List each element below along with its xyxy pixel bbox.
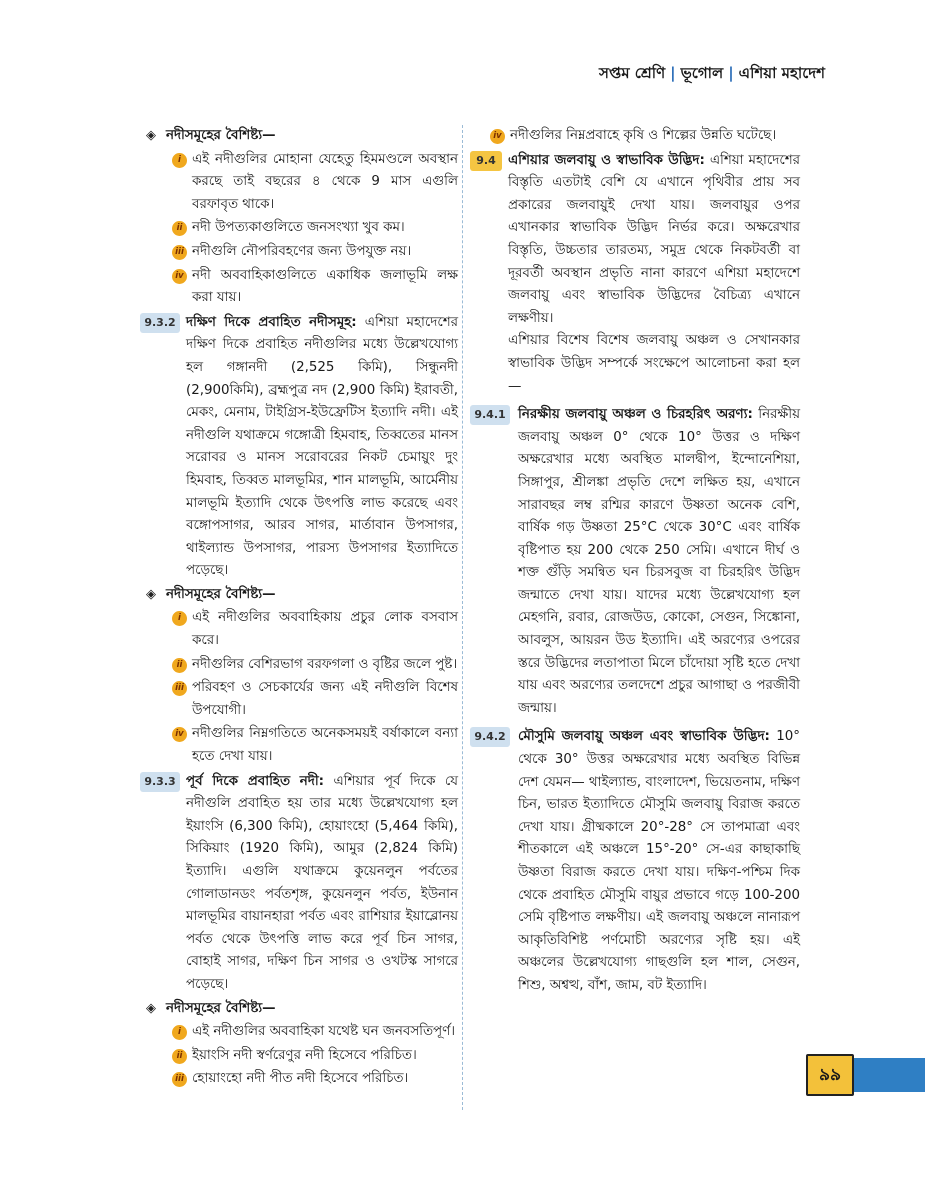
list-item <box>140 1021 458 1044</box>
list-item <box>140 1068 458 1091</box>
section-number: 9.4.2 <box>470 727 510 747</box>
list-item-text: এই নদীগুলির মোহানা যেহেতু হিমমণ্ডলে অবস্থান করছে তাই বছরের ৪ থেকে 9 মাস এগুলি বরফাবৃত থাকে। <box>192 151 458 212</box>
header-separator: | <box>728 64 734 82</box>
list-item-text: হোয়াংহো নদী পীত নদী হিসেবে পরিচিত। <box>192 1071 409 1087</box>
roman-numeral-icon: i <box>172 153 187 168</box>
section-number: 9.4.1 <box>470 405 510 425</box>
list-item-text: নদীগুলির বেশিরভাগ বরফগলা ও বৃষ্টির জলে পুষ্ট। <box>192 656 458 672</box>
section-text: নিরক্ষীয় জলবায়ু অঞ্চল 0° থেকে 10° উত্তর ও দক্ষিণ অক্ষরেখার মধ্যে অবস্থিত মালদ্বীপ, ইন্দোনেশিয়া, সিঙ্গাপুর, শ্রীলঙ্কা প্রভৃতি দেশে লক্ষিত হয়, এখানে সারাবছর লম্ব রশ্মির কারণে উষ্ণতা অনেক বেশি, বার্ষিক গড় উষ্ণতা 25°C থেকে 30°C এবং বার্ষিক বৃষ্টিপাত হয় 200 থেকে 250 সেমি। এখানে দীর্ঘ ও শক্ত গুঁড়ি সমন্বিত ঘন চিরসবুজ বা চিরহরিৎ উদ্ভিদ জন্মাতে দেখা যায়। যাদের মধ্যে উল্লেখযোগ্য হল মেহগনি, রবার, রোজউড, কোকো, সেগুন, সিঙ্কোনা, আবলুস, আয়রন উড ইত্যাদি। এই অরণ্যের ওপরের স্তরে উদ্ভিদের লতাপাতা মিলে চাঁদোয়া সৃষ্টি হতে দেখা যায় এবং অরণ্যের তলদেশে প্রচুর আগাছা ও পরজীবী জন্মায়। <box>518 407 800 716</box>
list-item-text: নদী অববাহিকাগুলিতে একাধিক জলাভূমি লক্ষ করা যায়। <box>192 267 458 306</box>
diamond-bullet-icon: ◈ <box>146 128 156 143</box>
page-number-bar <box>852 1058 925 1092</box>
roman-numeral-icon: i <box>172 611 187 626</box>
list-item <box>140 723 458 768</box>
list-item <box>140 607 458 652</box>
header-subject: ভূগোল <box>680 64 724 82</box>
section-title: এশিয়ার জলবায়ু ও স্বাভাবিক উদ্ভিদ: <box>508 152 705 168</box>
features-heading <box>140 584 458 607</box>
roman-numeral-icon: iv <box>172 269 187 284</box>
section-9-3-2 <box>140 312 458 583</box>
right-column <box>470 124 800 998</box>
section-number: 9.4 <box>470 151 502 171</box>
list-item <box>140 149 458 217</box>
features-heading <box>140 998 458 1021</box>
list-item-text: এই নদীগুলির অববাহিকায় প্রচুর লোক বসবাস করে। <box>192 610 458 649</box>
list-item <box>140 241 458 264</box>
list-item <box>140 677 458 722</box>
list-item-text: নদীগুলির নিম্নগতিতে অনেকসময়ই বর্ষাকালে বন্যা হতে দেখা যায়। <box>192 726 458 765</box>
diamond-bullet-icon: ◈ <box>146 1000 156 1016</box>
roman-numeral-icon: ii <box>172 1049 187 1064</box>
roman-numeral-icon: iii <box>172 1072 187 1087</box>
features-title: নদীসমূহের বৈশিষ্ট্য— <box>166 1000 276 1016</box>
header-separator: | <box>670 64 676 82</box>
header-chapter: এশিয়া মহাদেশ <box>738 64 825 82</box>
list-item-text: ইয়াংসি নদী স্বর্ণরেণুর নদী হিসেবে পরিচিত। <box>192 1047 417 1063</box>
list-item <box>140 654 458 677</box>
section-paragraph <box>470 330 800 398</box>
roman-numeral-icon: iv <box>490 129 505 144</box>
features-heading <box>140 125 458 148</box>
diamond-bullet-icon: ◈ <box>146 586 156 602</box>
list-item-text: এই নদীগুলির অববাহিকা যথেষ্ট ঘন জনবসতিপূর্ণ। <box>192 1024 456 1040</box>
page-number: ৯৯ <box>806 1054 854 1096</box>
roman-numeral-icon: iii <box>172 681 187 696</box>
roman-numeral-icon: ii <box>172 658 187 673</box>
header-class: সপ্তম শ্রেণি <box>599 64 666 82</box>
section-number: 9.3.2 <box>140 313 180 333</box>
list-item-text: নদীগুলি নৌপরিবহণের জন্য উপযুক্ত নয়। <box>192 243 412 259</box>
section-title: মৌসুমি জলবায়ু অঞ্চল এবং স্বাভাবিক উদ্ভিদ: <box>518 729 770 745</box>
list-item <box>140 217 458 240</box>
section-9-3-3 <box>140 771 458 997</box>
left-column <box>140 124 458 1091</box>
section-number: 9.3.3 <box>140 772 180 792</box>
section-title: দক্ষিণ দিকে প্রবাহিত নদীসমূহ: <box>186 314 357 330</box>
column-divider <box>462 125 463 1110</box>
features-title: নদীসমূহের বৈশিষ্ট্য— <box>166 586 276 602</box>
section-text: 10° থেকে 30° উত্তর অক্ষরেখার মধ্যে অবস্থিত বিভিন্ন দেশ যেমন— থাইল্যান্ড, বাংলাদেশ, ভিয়েতনাম, দক্ষিণ চিন, ভারত ইত্যাদিতে মৌসুমি জলবায়ু বিরাজ করতে দেখা যায়। গ্রীষ্মকালে 20°-28° সে তাপমাত্রা এবং শীতকালে এই অঞ্চলে 15°-20° সে-এর কাছাকাছি উষ্ণতা বিরাজ করতে দেখা যায়। দক্ষিণ-পশ্চিম দিক থেকে প্রবাহিত মৌসুমি বায়ুর প্রভাবে গড়ে 100-200 সেমি বৃষ্টিপাত লক্ষণীয়। এই জলবায়ু অঞ্চলে নানারূপ আকৃতিবিশিষ্ট পর্ণমোচী অরণ্যের সৃষ্টি হয়। এই অঞ্চলের উল্লেখযোগ্য গাছগুলি হল শাল, সেগুন, শিশু, অশ্বত্থ, বাঁশ, জাম, বট ইত্যাদি। <box>518 729 800 993</box>
roman-numeral-icon: ii <box>172 221 187 236</box>
section-9-4-1 <box>470 404 800 720</box>
roman-numeral-icon: iii <box>172 245 187 260</box>
roman-numeral-icon: iv <box>172 727 187 742</box>
section-9-4-2 <box>470 726 800 997</box>
list-item <box>470 125 800 148</box>
section-9-4 <box>470 150 800 331</box>
section-text: এশিয়া মহাদেশের বিস্তৃতি এতটাই বেশি যে এখানে পৃথিবীর প্রায় সব প্রকারের জলবায়ুই দেখা যায়। জলবায়ুর ওপর এখানকার স্বাভাবিক উদ্ভিদ নির্ভর করে। অক্ষরেখার বিস্তৃতি, উচ্চতার তারতম্য, সমুদ্র থেকে নিকটবর্তী বা দূরবর্তী অবস্থান প্রভৃতি নানা কারণে এশিয়া মহাদেশে জলবায়ু এবং স্বাভাবিক উদ্ভিদের বৈচিত্র্য এখানে লক্ষণীয়। <box>508 152 800 326</box>
list-item-text: নদীগুলির নিম্নপ্রবাহে কৃষি ও শিল্পের উন্নতি ঘটেছে। <box>510 128 777 143</box>
roman-numeral-icon: i <box>172 1025 187 1040</box>
list-item <box>140 1045 458 1068</box>
section-title: নিরক্ষীয় জলবায়ু অঞ্চল ও চিরহরিৎ অরণ্য: <box>518 407 753 423</box>
section-title: পূর্ব দিকে প্রবাহিত নদী: <box>186 773 325 789</box>
features-title: নদীসমূহের বৈশিষ্ট্য— <box>166 128 276 143</box>
section-text: এশিয়ার বিশেষ বিশেষ জলবায়ু অঞ্চল ও সেখানকার স্বাভাবিক উদ্ভিদ সম্পর্কে সংক্ষেপে আলোচনা করা হল— <box>508 333 800 394</box>
page-header <box>599 62 825 87</box>
section-text: এশিয়ার পূর্ব দিকে যে নদীগুলি প্রবাহিত হয় তার মধ্যে উল্লেখযোগ্য হল ইয়াংসি (6,300 কিমি), হোয়াংহো (5,464 কিমি), সিকিয়াং (1920 কিমি), আমুর (2,824 কিমি) ইত্যাদি। এগুলি যথাক্রমে কুয়েনলুন পর্বতের গোলাডানডং পর্বতশৃঙ্গ, কুয়েনলুন পর্বত, ইউনান মালভূমির বায়ানহারা পর্বত এবং রাশিয়ার ইয়াব্লোনয় পর্বত থেকে উৎপত্তি লাভ করে পূর্ব চিন সাগর, বোহাই সাগর, দক্ষিণ চিন সাগর ও ওখটস্ক সাগরে পড়েছে। <box>186 773 459 992</box>
list-item-text: পরিবহণ ও সেচকার্যের জন্য এই নদীগুলি বিশেষ উপযোগী। <box>192 680 458 718</box>
list-item <box>140 265 458 310</box>
section-text: এশিয়া মহাদেশের দক্ষিণ দিকে প্রবাহিত নদীগুলির মধ্যে উল্লেখযোগ্য হল গঙ্গানদী (2,525 কিমি), সিন্ধুনদী (2,900কিমি), ব্রহ্মপুত্র নদ (2,900 কিমি) ইরাবতী, মেকং, মেনাম, টাইগ্রিস-ইউফ্রেটিস ইত্যাদি নদী। এই নদীগুলি যথাক্রমে গঙ্গোত্রী হিমবাহ, তিব্বতের মানস সরোবর ও মানস সরোবরের নিকট চেমায়ুং দুং হিমবাহ, তিব্বত মালভূমির, শান মালভূমি, আর্মেনীয় মালভূমি ইত্যাদি থেকে উৎপত্তি লাভ করেছে এবং বঙ্গোপসাগর, আরব সাগর, মার্তাবান উপসাগর, থাইল্যান্ড উপসাগর, পারস্য উপসাগর ইত্যাদিতে পড়েছে। <box>186 314 458 579</box>
list-item-text: নদী উপত্যকাগুলিতে জনসংখ্যা খুব কম। <box>192 220 405 236</box>
